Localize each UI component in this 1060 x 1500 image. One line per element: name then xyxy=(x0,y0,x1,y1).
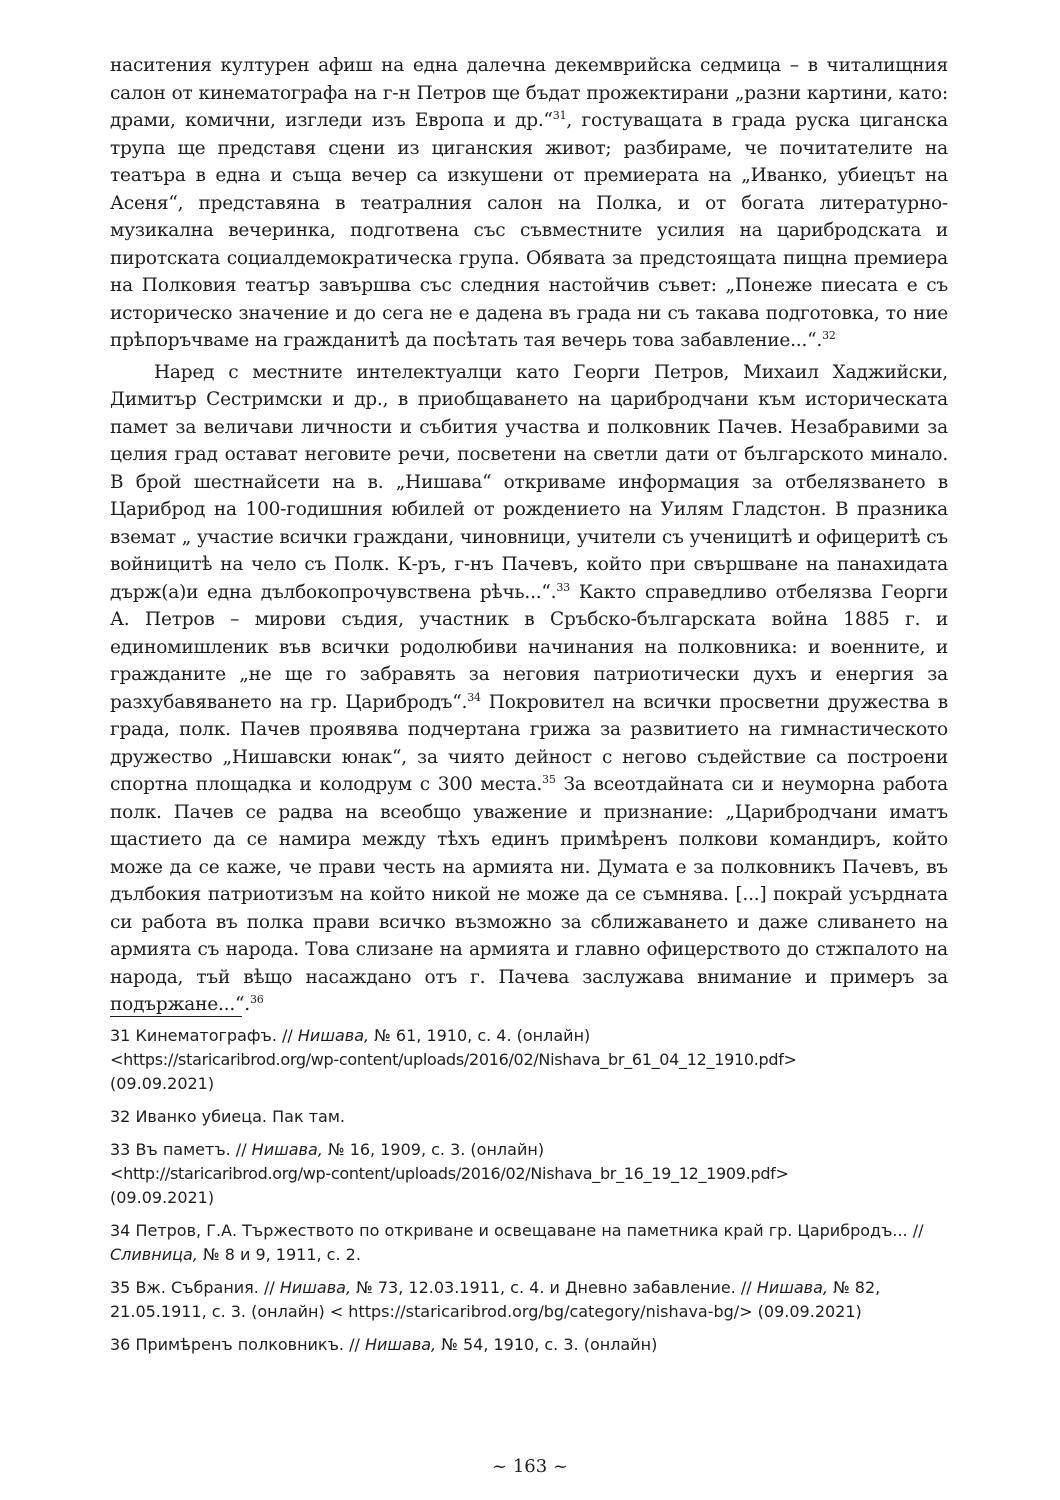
footnote xyxy=(110,1333,948,1357)
footnote-source: Нишава, xyxy=(756,1278,828,1297)
footnote-text: Въ паметъ. // xyxy=(135,1140,252,1159)
footnote-text: № 16, 1909, с. 3. (онлайн) xyxy=(322,1140,545,1159)
footnote-text: № 61, 1910, с. 4. (онлайн) xyxy=(369,1026,591,1045)
footnote-text: Примѣренъ полковникъ. // xyxy=(135,1335,365,1354)
footnote-text: № 8 и 9, 1911, с. 2. xyxy=(197,1245,361,1264)
footnote-marker: 36 xyxy=(249,993,264,1006)
footnote-text: № 54, 1910, с. 3. (онлайн) xyxy=(436,1335,658,1354)
paragraph-text: наситения културен афиш на една далечна декемврийска седмица – в читалищния салон от кинематографа на г-н Петров ще бъдат прожектирани „разни картини, като: драми, комични, изгледи изъ Европа и др.“ xyxy=(110,55,948,131)
footnote-number: 35 xyxy=(110,1278,136,1297)
footnote-source: Нишава, xyxy=(364,1335,437,1354)
footnote-number: 34 xyxy=(110,1221,136,1240)
footnote-marker: 34 xyxy=(467,690,481,704)
footnote xyxy=(110,1024,948,1096)
footnote-url: <http://staricaribrod.org/wp-content/uploads/2016/02/Nishava_br_16_19_12_1909.pdf> xyxy=(110,1164,789,1183)
footnote-access-date: (09.09.2021) xyxy=(110,1074,215,1093)
footnote-text: Иванко убиеца. Пак там. xyxy=(135,1107,345,1126)
footnote-marker: 33 xyxy=(556,580,570,594)
paragraph-text: Наред с местните интелектуалци като Георги Петров, Михаил Хаджийски, Димитър Сестримски и др., в приобщаването на царибродчани към историческата памет за величави личности и събития участва и полковник Пачев. Незабравими за целия град остават неговите речи, посветени на светли дати от българското минало. В брой шестнайсети на в. „Нишава“ откриваме информация за отбелязването в Цариброд на 100-годишния юбилей от рождението на Уилям Гладстон. В празника вземат „ участие всички граждани, чиновници, учители съ ученицитѣ и офицеритѣ съ войницитѣ на чело съ Полк. К-ръ, г-нъ Пачевъ, който при свършване на панахидата държ(а)и една дълбокопрочувствена рѣчь...“. xyxy=(110,361,948,603)
paragraph xyxy=(110,359,948,1019)
footnote-source: Сливница, xyxy=(110,1245,198,1264)
footnote-text: Петров, Г.А. Тържеството по откриване и освещаване на паметника край гр. Царибродъ... // xyxy=(135,1221,924,1240)
footnote xyxy=(110,1219,948,1267)
footnote-url: <https://staricaribrod.org/wp-content/uploads/2016/02/Nishava_br_61_04_12_1910.pdf> xyxy=(110,1050,797,1069)
paragraph-text: За всеотдайната си и неуморна работа полк. Пачев се радва на всеобщо уважение и признание: „Царибродчани иматъ щастието да се намира между тѣхъ единъ примѣренъ полкови командиръ, който може да се каже, че прави честь на армията ни. Думата е за полковникъ Пачевъ, въ дълбокия патриотизъм на който никой не може да се съмнява. [...] покрай усърдната си работа въ полка прави всичко възможно за сближаването и даже сливането на армията съ народа. Това слизане на армията и главно офицерството до стжпалото на народа, тъй вѣщо насаждано отъ г. Пачева заслужава внимание и примеръ за подържане...“. xyxy=(110,774,948,1015)
paragraph-text: Както справедливо отбелязва Георги А. Петров – мирови съдия, участник в Сръбско-българската война 1885 г. и единомишленик във всички родолюбиви начинания на полковника: и военните, и гражданите „не ще го забравять за неговия патриотически духъ и енергия за разхубавяването на гр. Царибродъ“. xyxy=(110,581,948,713)
footnote-marker: 32 xyxy=(822,329,836,342)
footnote-text: Вж. Събрания. // xyxy=(135,1278,280,1297)
footnote-separator xyxy=(110,1016,242,1017)
footnote-marker: 31 xyxy=(552,109,567,122)
footnote-number: 33 xyxy=(110,1140,136,1159)
paragraph-text: , гостуващата в града руска циганска трупа ще представя сцени из циганския живот; разбираме, че почитателите на театъра в една и съща вечер са изкушени от премиерата на „Иванко, убиецът на Асеня“, представяна в театралния салон на Полка, и от богата литературно-музикална вечеринка, подготвена със съвместните усилия на царибродската и пиротската социалдемократическа група. Обявата за предстоящата пищна премиера на Полковия театър завършва със следния настойчив съвет: „Понеже пиесата е съ историческо значение и до сега не е дадена въ града ни съ такава подготовка, то ние прѣпоръчваме на гражданитѣ да посѣтать тая вечерь това забавление...“. xyxy=(110,110,948,351)
paragraph xyxy=(110,52,948,355)
footnote-text: Кинематографъ. // xyxy=(135,1026,298,1045)
body-text xyxy=(110,52,948,1019)
footnote-marker: 35 xyxy=(542,773,556,786)
footnote-source: Нишава, xyxy=(251,1140,323,1159)
paragraph-text: Покровител на всички просветни дружества в града, полк. Пачев проявява подчертана грижа за развитието на гимнастическото дружество „Нишавски юнак“, за чиято дейност с негово съдействие са построени спортна площадка и колодрум с 300 места. xyxy=(110,691,948,795)
footnote-number: 31 xyxy=(110,1026,136,1045)
footnote xyxy=(110,1105,948,1129)
footnotes xyxy=(110,1024,948,1366)
footnote-text: № 82, 21.05.1911, с. 3. (онлайн) < https://staricaribrod.org/bg/category/nishava-bg/> (09.09.2021) xyxy=(110,1278,881,1321)
page-number: ~ 163 ~ xyxy=(492,1456,568,1477)
footnote-source: Нишава, xyxy=(279,1278,352,1297)
footnote-number: 36 xyxy=(110,1335,136,1354)
footnote-source: Нишава, xyxy=(297,1026,370,1045)
footnote-access-date: (09.09.2021) xyxy=(110,1188,215,1207)
footnote-number: 32 xyxy=(110,1107,136,1126)
footnote-text: № 73, 12.03.1911, с. 4. и Дневно забавление. // xyxy=(351,1278,757,1297)
footnote xyxy=(110,1276,948,1324)
footnote xyxy=(110,1138,948,1210)
